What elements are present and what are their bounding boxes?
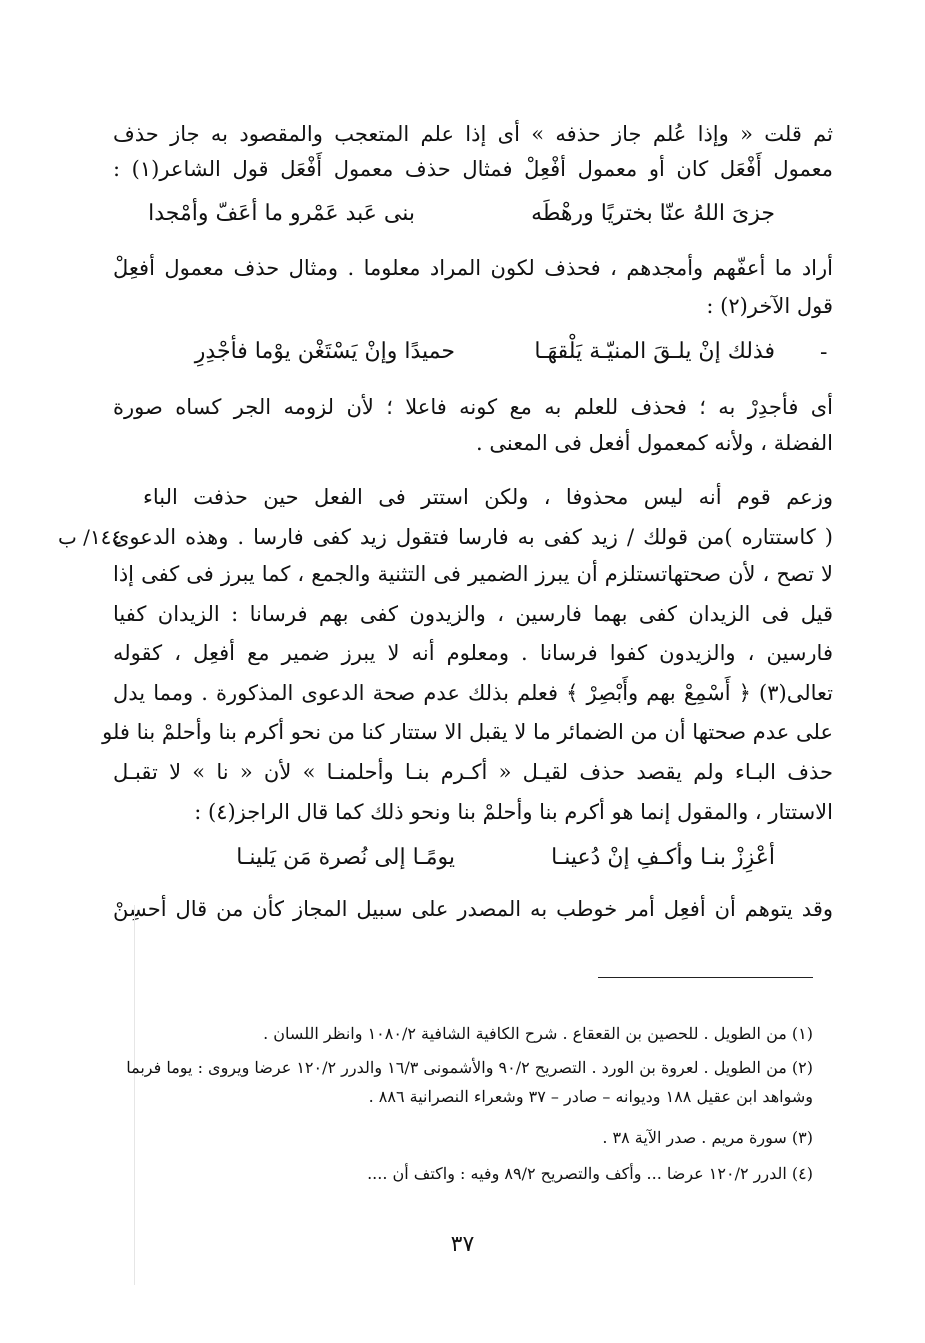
- body-line: أراد ما أعفّهم وأمجدهم ، فحذف لكون المراد معلوما . ومثال حذف معمول أفعِلْ: [113, 256, 833, 280]
- body-line: تعالى(٣) ﴿ أَسْمِعْ بهم وأَبْصِرْ ﴾ فعلم بذلك عدم صحة الدعوى المذكورة . ومما يدل: [113, 681, 833, 705]
- body-line: لا تصح ، لأن صحتهاتستلزم أن يبرز الضمير فى التثنية والجمع ، كما يبرز فى كفى إذا: [113, 562, 833, 586]
- footnote: (١) من الطويل . للحصين بن القعقاع . شرح الكافية الشافية ١٠٨٠/٢ وانظر اللسان .: [263, 1024, 813, 1043]
- footnote-separator: [598, 977, 813, 978]
- body-line: وزعم قوم أنه ليس محذوفا ، ولكن استتر فى الفعل حين حذفت الباء: [143, 485, 833, 509]
- verse-first-hemistich: أعْزِزْ بنـا وأكـفِ إنْ دُعينـا: [551, 845, 775, 870]
- body-line: وقد يتوهم أن أفعِل أمر خوطب به المصدر على سبيل المجاز كأن من قال أحسِنْ: [113, 897, 833, 921]
- scan-edge: [134, 905, 135, 1285]
- footnote: (٢) من الطويل . لعروة بن الورد . التصريح ٩٠/٢ والأشمونى ١٦/٣ والدرر ١٢٠/٢ عرضا ويروى : يوما فربما: [126, 1058, 813, 1077]
- body-line: فارسين ، والزيدون كفوا فرسانا . ومعلوم أنه لا يبرز ضمير مع أفعِل ، كقوله: [113, 641, 833, 665]
- page-number: ٣٧: [450, 1232, 475, 1257]
- body-line: الاستتار ، والمقول إنما هو أكرم بنا وأحلمْ بنا ونحو ذلك كما قال الراجز(٤) :: [194, 800, 833, 824]
- footnote: (٣) سورة مريم . صدر الآية ٣٨ .: [602, 1128, 813, 1147]
- verse-first-hemistich: فذلك إنْ يلـقَ المنيّـة يَلْقهَـا: [534, 339, 775, 364]
- verse-second-hemistich: حميدًا وإنْ يَسْتَغْن يوْما فأجْدِرِ: [194, 339, 455, 364]
- verse-second-hemistich: يومًـا إلى نُصرة مَن يَلينـا: [236, 845, 455, 870]
- verse-first-hemistich: جزىَ اللهُ عنّا بختريًا ورهْطَه: [531, 201, 775, 226]
- body-line: قيل فى الزيدان كفى بهما فارسين ، والزيدون كفى بهم فرسانا : الزيدان كفيا: [113, 602, 833, 626]
- body-line: معمول أَفْعَل كان أو معمول أفْعِلْ فمثال حذف معمول أَفْعَل قول الشاعر(١) :: [113, 157, 833, 181]
- manuscript-folio-ref: ١٤٤/ ب: [58, 525, 123, 549]
- verse-marker: -: [820, 340, 828, 365]
- body-line: قول الآخر(٢) :: [706, 294, 833, 318]
- footnote: (٤) الدرر ١٢٠/٢ عرضا ... وأكف والتصريح ٨٩/٢ وفيه : واكتف أن ....: [367, 1164, 813, 1183]
- verse-second-hemistich: بنى عَبد عَمْرو ما أعَفّ وأمْجدا: [148, 201, 415, 226]
- body-line: الفضلة ، ولأنه كمعمول أفعل فى المعنى .: [476, 431, 833, 455]
- body-line: على عدم صحتها أن من الضمائر ما لا يقبل الا ستتار كنا من نحو أكرم بنا وأحلمْ بنا فلو: [102, 720, 833, 744]
- body-line: أى فأجدِرْ به ؛ فحذف للعلم به مع كونه فاعلا ؛ لأن لزومه الجر كساه صورة: [113, 395, 833, 419]
- body-line: ثم قلت « وإذا عُلم جاز حذفه » أى إذا علم المتعجب والمقصود به جاز حذف: [113, 122, 833, 146]
- footnote: وشواهد ابن عقيل ١٨٨ وديوانه – صادر – ٣٧ وشعراء النصرانية ٨٨٦ .: [368, 1087, 813, 1106]
- body-line: ( كاستتاره )من قولك / زيد كفى به فارسا فتقول زيد كفى فارسا . وهذه الدعوى: [113, 525, 833, 549]
- body-line: حذف البـاء ولم يقصد حذف لقيـل « أكـرم بنـا وأحلمنـا » لأن « نا » لا تقبـل: [113, 760, 833, 784]
